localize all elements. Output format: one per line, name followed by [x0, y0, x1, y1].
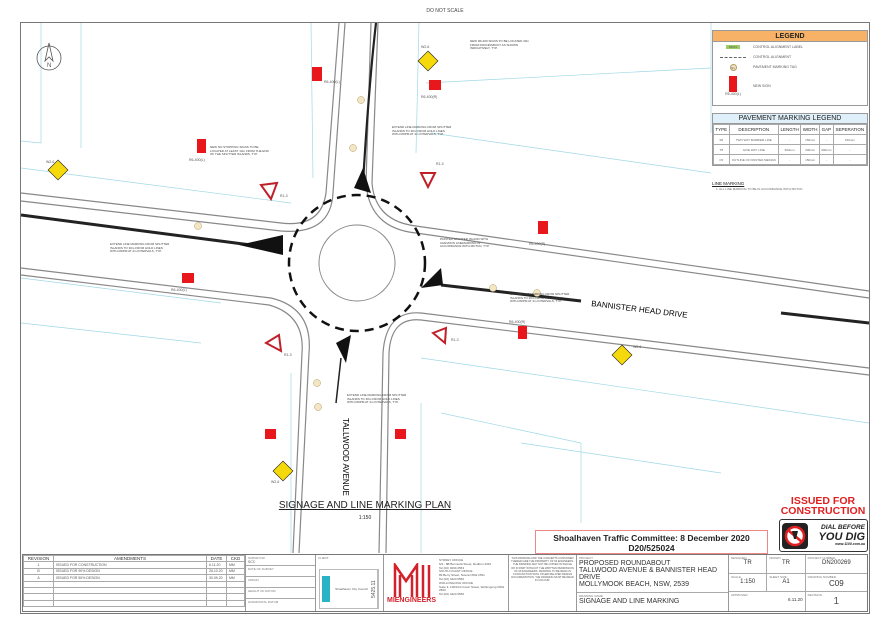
legend-item: CONTROL ALIGNMENT — [753, 55, 792, 59]
client-block — [316, 555, 384, 611]
sign-r6-400 — [265, 429, 276, 439]
drawing-name: SIGNAGE AND LINE MARKING — [579, 598, 680, 605]
company-block — [384, 555, 509, 611]
control-alignment-icon — [720, 57, 746, 58]
col-header: REVISION — [24, 556, 54, 562]
office-address: 89 Berry Street, Nowra NSW 2541 — [439, 573, 485, 578]
plan-scale: 1:150 — [358, 515, 372, 521]
col-header: DATE — [207, 556, 227, 562]
line-marking-note: 1. ALL LINE MARKING TO BE IN ACCORDANCE WITH MUTCD — [716, 187, 803, 191]
col-header: LENGTH — [779, 125, 801, 135]
designed-label: DESIGNED — [731, 556, 747, 560]
plan-title: SIGNAGE AND LINE MARKING PLAN — [278, 500, 452, 511]
plan-note: NEW R6-400 SIGNS TO BE LOCATED 30m FROM ROUNDABOUT AS SHOWN INDICATIVELY, TYP. — [470, 39, 530, 51]
office-tel: Tel (02) 9299 2563 — [439, 565, 465, 570]
pavement-legend-title: PAVEMENT MARKING LEGEND — [713, 114, 867, 124]
do-not-scale-note: DO NOT SCALE — [426, 8, 464, 14]
sign-r6-400 — [429, 80, 441, 90]
survey-block — [246, 555, 316, 611]
sign-label: R6-400(R) — [529, 242, 546, 246]
project-number-label: PROJECT NUMBER — [807, 556, 836, 560]
col-header: AMENDMENTS — [54, 556, 207, 562]
col-header: GAP — [820, 125, 834, 135]
office-tel: Tel (02) 4423 0566 — [439, 576, 465, 581]
table-row: B ISSUED FOR 90% DESIGN 26.10.20 MM — [24, 568, 245, 574]
drawing-meta — [729, 555, 867, 611]
issued-for-construction-stamp: ISSUED FOR CONSTRUCTION — [780, 495, 866, 517]
col-header: DESCRIPTION — [729, 125, 779, 135]
sign-label: R6-400(R) — [421, 95, 438, 99]
project-label: PROJECT — [579, 556, 594, 560]
sign-label: R6-400(L) — [324, 80, 340, 84]
plan-note: EXTEND LINE MARKING FROM SPLITTER ISLANDS TO 30m FROM HOLD LINES WITH RRPM AT 4m INTERVALS, TYP. — [392, 125, 452, 137]
origin-label: ORIGIN — [246, 577, 315, 588]
sign-label: R1-3 — [451, 338, 459, 342]
col-header: SEPERATION — [833, 125, 866, 135]
company-name: MIENGINEERS — [386, 596, 436, 604]
drawing-name-label: DRAWING NAME — [579, 594, 603, 598]
approved-label: APPROVED — [731, 593, 748, 598]
surveyor-label: SURVEYOR — [248, 556, 265, 560]
table-row: 1 ISSUED FOR CONSTRUCTION 6.11.20 MM — [24, 562, 245, 568]
dbyd-line2: YOU DIG — [818, 530, 865, 543]
sign-label: R6-400(L) — [189, 158, 205, 162]
dbyd-url: www.1100.com.au — [835, 541, 865, 546]
horizontal-datum-label: HORIZONTAL DATUM — [248, 600, 279, 604]
office-name: SYDNEY OFFICE — [439, 558, 464, 562]
project-line2: TALLWOOD AVENUE & BANNISTER HEAD DRIVE — [579, 567, 718, 581]
sign-label: W2-6 — [46, 160, 55, 164]
legend-item: CONTROL ALIGNMENT LABEL — [753, 45, 803, 49]
sign-label: R1-3 — [436, 162, 444, 166]
svg-text:N: N — [47, 63, 52, 69]
table-row: A ISSUED FOR 50% DESIGN 30.09.20 MM — [24, 575, 245, 581]
title-block — [22, 554, 868, 612]
disclaimer: THIS DRAWING AND THE CONCEPTS CONTAINED THEREIN ARE THE PROPERTY OF MI ENGINEERS. THE DRAWING MAY NOT BE COPIED IN WHOLE OR IN PART WITHOUT THE WRITTEN PERMISSION OF MI ENGINEERS. DRAWING TO BE READ IN CONJUNCTION WITH OTHER RELATED DESIGN DOCUMENTATION. THE DRAWING MUST BE READ IN COLOUR. — [509, 555, 577, 611]
pavement-marking-legend — [712, 113, 868, 166]
mi-engineers-logo-icon — [392, 563, 432, 597]
sign-r6-400 — [182, 273, 194, 283]
sign-code: R5-400(L) — [725, 92, 741, 96]
revision-value: 1 — [833, 596, 840, 608]
road-name-bannister: BANNISTER HEAD DRIVE — [590, 299, 689, 320]
committee-box — [535, 530, 768, 554]
sign-label: W2-6 — [421, 45, 430, 49]
project-line1: PROPOSED ROUNDABOUT — [579, 560, 671, 567]
committee-line1: Shoalhaven Traffic Committee: 8 December 2020 — [553, 533, 750, 543]
plan-note: PAINTED SPLITTER ISLAND WITH CHEVRON LINEMARKING IN ACCORDANCE WITH MUTCD, TYP. — [440, 237, 490, 249]
legend-item: NEW SIGN — [753, 84, 771, 88]
scale-label: SCALE — [731, 574, 741, 579]
drawing-number: C09 — [828, 578, 844, 588]
revision-table — [23, 555, 246, 611]
new-sign-icon — [729, 76, 737, 92]
sign-r6-400 — [518, 326, 527, 339]
col-header: WIDTH — [801, 125, 820, 135]
col-header: CKD — [227, 556, 245, 562]
office-name: WOLLONGONG OFFICE — [439, 580, 474, 585]
roundabout-ahead-signs — [48, 51, 632, 481]
council-logo — [322, 576, 330, 602]
drawn-label: DRAWN — [769, 556, 781, 560]
plan-note: NEW NO STOPPING SIGNS TO BE LOCATED AT LEAST 10m FROM THE END OF THE SPLITTER ISLANDS, TYP. — [210, 145, 269, 157]
legend-title: LEGEND — [713, 31, 867, 42]
project-block — [577, 555, 729, 611]
col-header: TYPE — [714, 125, 730, 135]
plan-note: EXTEND LINE MARKING FROM SPLITTER ISLANDS TO 30m FROM HOLD LINES WITH RRPM AT 4m INTERVALS, TYP. — [347, 393, 407, 405]
road-name-tallwood: TALLWOOD AVENUE — [341, 418, 350, 496]
date-of-survey-label: DATE OF SURVEY — [246, 566, 315, 577]
table-row: S8 TWO WAY BARRIER LINE - 150mm - 150mm — [714, 135, 867, 145]
control-label-icon: MC01 — [726, 45, 740, 49]
scale-value: 1:150 — [740, 578, 756, 585]
dial-before-you-dig-badge — [779, 519, 868, 552]
drawn-value: TR — [781, 560, 790, 566]
plan-note: EXTEND LINE MARKING FROM SPLITTER ISLANDS TO 30m FROM HOLD LINES WITH RRPM AT 4m INTERVALS, TYP. — [110, 242, 170, 254]
sign-label: R6-400(R) — [509, 320, 526, 324]
council-name: Shoalhaven City Council — [335, 587, 368, 591]
sign-label: W2-6 — [271, 480, 280, 484]
height-datum-label: HEIGHT OF DATUM — [246, 588, 315, 599]
roundabout-central-island — [319, 225, 395, 301]
table-row: T8 GIVE WAY LINE 600mm 300mm 600mm - — [714, 145, 867, 155]
sheet-size-label: SHEET SIZE — [769, 574, 787, 579]
committee-ref: D20/525024 — [628, 543, 675, 553]
office-tel: Tel (02) 4423 0566 — [439, 592, 465, 597]
sign-label: R6-400(L) — [171, 288, 187, 292]
table-row: C5 OUTLINE OF PAINTED MEDIAN - 150mm - - — [714, 155, 867, 165]
legend-panel — [712, 30, 868, 106]
plan-note: EXTEND LINE MARKING FROM SPLITTER ISLANDS TO 30m FROM HOLD LINES WITH RRPM AT 4m INTERVALS, TYP. — [510, 292, 570, 304]
office-address: Suite 3, 118/134 Crown Street, Wollongong NSW 2500 — [439, 584, 505, 593]
sign-r6-400 — [538, 221, 548, 234]
project-number: DN200269 — [821, 560, 851, 566]
job-number: 5425.11 — [371, 570, 378, 608]
tag-icon: S1 — [731, 65, 735, 70]
office-address: 6/4 - 8B Bermuda Street, Redfern 2016 — [439, 561, 492, 566]
no-dig-icon — [782, 523, 808, 549]
legend-item: PAVEMENT MARKING TAG — [753, 65, 797, 69]
sign-r6-400 — [312, 67, 322, 81]
approved-date: 6.11.20 — [787, 597, 803, 603]
sign-r6-400 — [197, 139, 206, 153]
north-arrow-icon — [37, 43, 61, 70]
sign-label: R1-3 — [280, 194, 288, 198]
no-stopping-signs — [182, 67, 548, 439]
dbyd-line1: DIAL BEFORE — [821, 524, 865, 531]
designed-value: TR — [743, 560, 752, 566]
sign-r6-400 — [395, 429, 406, 439]
line-marking-heading: LINE MARKING — [712, 181, 745, 186]
sheet-size: A1 — [782, 578, 790, 585]
sign-label: R1-3 — [284, 353, 292, 357]
project-line3: MOLLYMOOK BEACH, NSW, 2539 — [579, 581, 689, 588]
drawing-number-label: DRAWING NUMBER — [807, 574, 836, 579]
office-name: SOUTH COAST OFFICE — [439, 569, 473, 574]
revision-label: REVISION — [807, 593, 822, 598]
sign-label: W2-6 — [633, 345, 642, 349]
roundabout-give-way-line — [289, 195, 425, 331]
client-label: CLIENT — [318, 556, 329, 560]
surveyor-value: SCC — [248, 560, 256, 564]
